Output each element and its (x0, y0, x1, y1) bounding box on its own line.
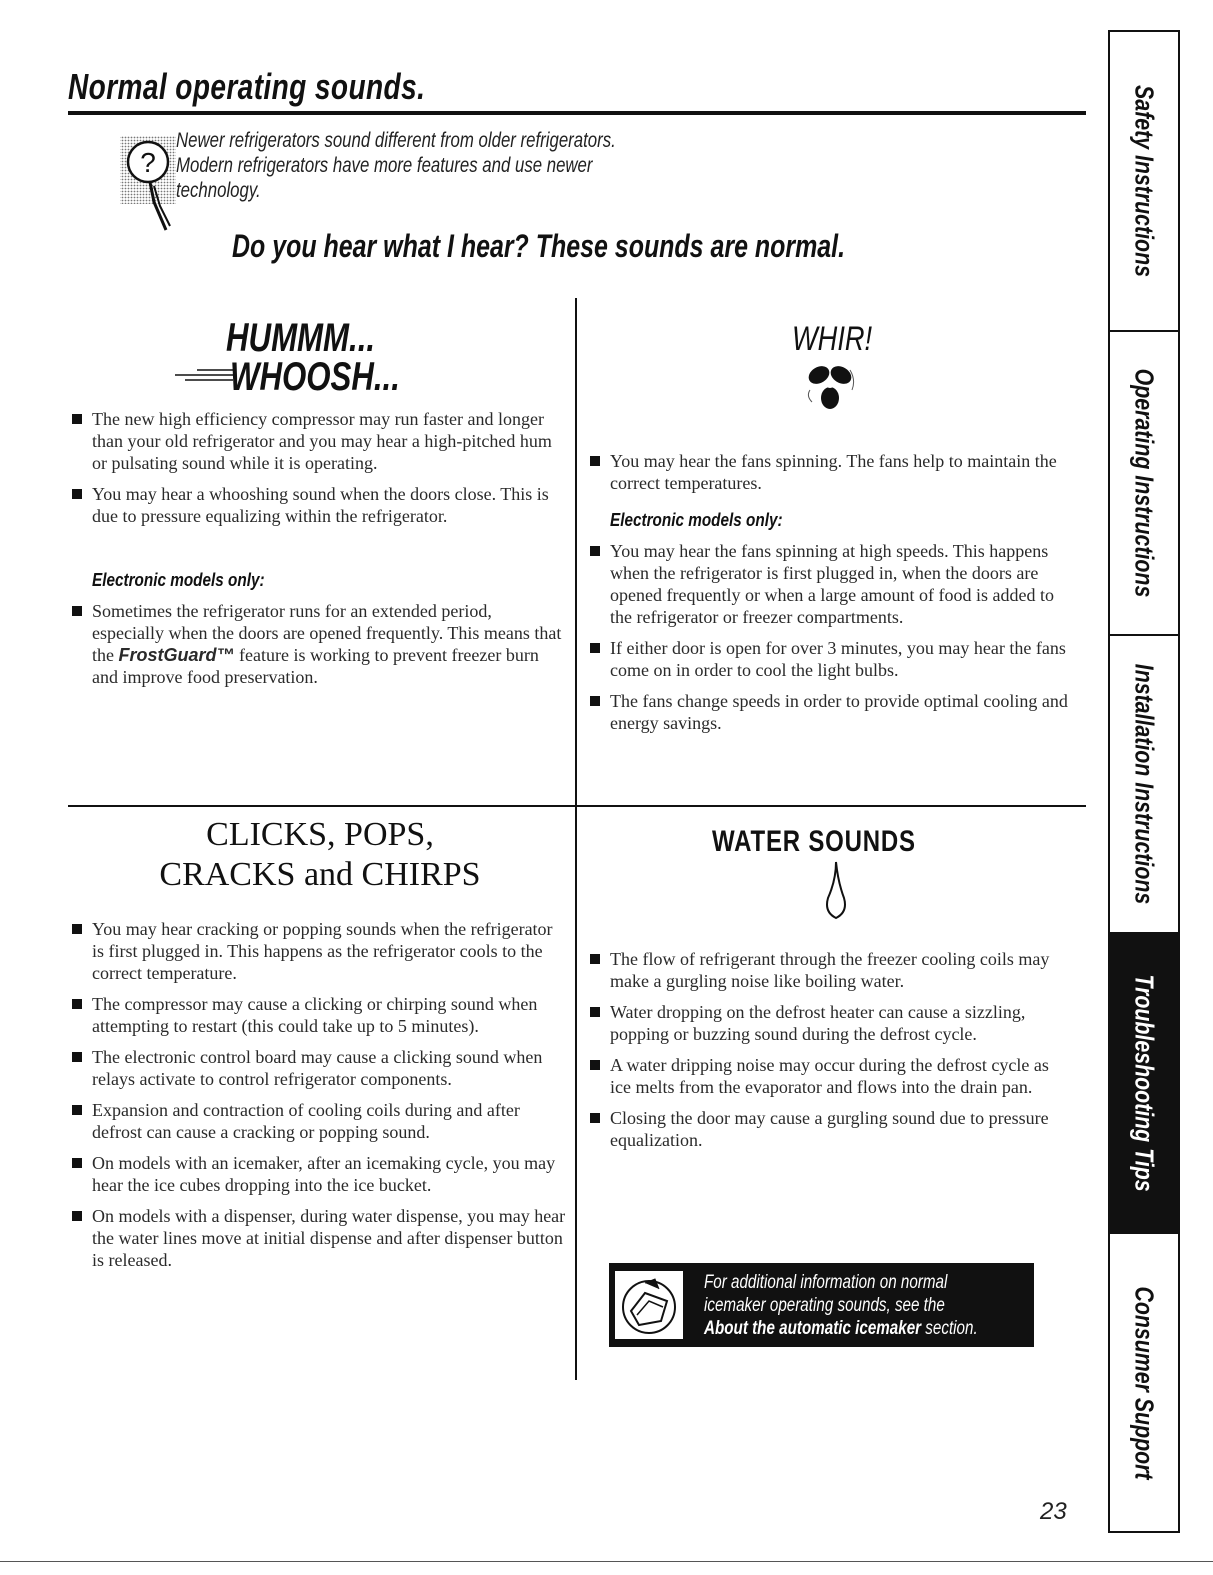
list-item: If either door is open for over 3 minutes, you may hear the fans come on in order to cool the light bulbs. (590, 637, 1070, 681)
tab-label: Troubleshooting Tips (1129, 974, 1160, 1192)
water-heading: WATER SOUNDS (712, 825, 916, 858)
tab-label: Installation Instructions (1129, 663, 1160, 905)
list-item: The new high efficiency compressor may run faster and longer than your old refrigerator and you may hear a high-pitched hum or pulsating sound while it is operating. (72, 408, 567, 474)
tab-installation-instructions[interactable] (1110, 636, 1178, 932)
clicks-heading (100, 815, 540, 895)
whir-electronic (590, 508, 1070, 743)
whir-heading: WHIR! (792, 320, 873, 358)
intro-line: technology. (176, 179, 261, 202)
list-item (72, 600, 567, 688)
list-item: On models with a dispenser, during water dispense, you may hear the water lines move at initial dispense and after dispenser button is released. (72, 1205, 567, 1271)
svg-text:?: ? (140, 147, 156, 178)
info-line-rest: section. (921, 1318, 978, 1339)
tab-label: Safety Instructions (1129, 85, 1160, 277)
item-text: Sometimes the refrigerator runs for an extended period, especially when the doors are opened frequently. This means that the (92, 601, 562, 665)
list-item: A water dripping noise may occur during the defrost cycle as ice melts from the evaporator and flows into the drain pan. (590, 1054, 1060, 1098)
list-item: Closing the door may cause a gurgling sound due to pressure equalization. (590, 1107, 1060, 1151)
list-item: The flow of refrigerant through the freezer cooling coils may make a gurgling noise like boiling water. (590, 948, 1060, 992)
list-item: You may hear a whooshing sound when the doors close. This is due to pressure equalizing within the refrigerator. (72, 483, 567, 527)
clicks-heading-line2: CRACKS and CHIRPS (159, 856, 481, 893)
info-line: For additional information on normal (704, 1272, 948, 1293)
tab-safety-instructions[interactable] (1110, 32, 1178, 330)
electronic-models-label: Electronic models only: (92, 570, 265, 590)
list-item: You may hear cracking or popping sounds when the refrigerator is first plugged in. This happens as the refrigerator cools to the correct temperature. (72, 918, 567, 984)
info-line: icemaker operating sounds, see the (704, 1295, 945, 1316)
item-text: feature is working to prevent freezer burn and improve food preservation. (92, 645, 539, 687)
water-list (590, 948, 1060, 1160)
question-heading: Do you hear what I hear? These sounds are normal. (232, 228, 846, 264)
hummm-electronic (72, 568, 567, 697)
electronic-models-label: Electronic models only: (610, 510, 783, 530)
water-drop-icon (824, 860, 852, 922)
hummm-heading: HUMMM... (226, 316, 376, 360)
column-divider (575, 298, 577, 1380)
icemaker-icon (615, 1271, 683, 1339)
hummm-electronic-list (72, 600, 567, 688)
frostguard-brand: FrostGuard™ (118, 645, 235, 665)
list-item: You may hear the fans spinning at high speeds. This happens when the refrigerator is first plugged in, when the doors are opened frequently or when a large amount of food is added to the refrigerator or freezer compartments. (590, 540, 1070, 628)
list-item: The compressor may cause a clicking or chirping sound when attempting to restart (this could take up to 5 minutes). (72, 993, 567, 1037)
tab-label: Consumer Support (1129, 1285, 1160, 1480)
intro-line: Modern refrigerators have more features and use newer (176, 154, 593, 177)
title-rule (68, 111, 1086, 115)
page-title: Normal operating sounds. (68, 66, 426, 107)
list-item: The fans change speeds in order to provide optimal cooling and energy savings. (590, 690, 1070, 734)
whoosh-lines-icon (175, 368, 235, 382)
icemaker-section-link[interactable]: About the automatic icemaker (704, 1318, 922, 1339)
info-line (704, 1317, 978, 1340)
tab-operating-instructions[interactable] (1110, 332, 1178, 634)
page-number: 23 (1040, 1498, 1067, 1525)
clicks-list (72, 918, 567, 1280)
info-text (704, 1271, 978, 1340)
hummm-list (72, 408, 567, 536)
whir-electronic-list (590, 540, 1070, 734)
intro-text (176, 128, 616, 203)
whir-list (590, 450, 1070, 503)
tab-label: Operating Instructions (1129, 368, 1160, 598)
list-item: Water dropping on the defrost heater can cause a sizzling, popping or buzzing sound during the defrost cycle. (590, 1001, 1060, 1045)
tab-consumer-support[interactable] (1110, 1234, 1178, 1531)
bottom-rule (0, 1561, 1213, 1562)
fan-icon (800, 355, 862, 413)
list-item: On models with an icemaker, after an icemaking cycle, you may hear the ice cubes dropping into the ice bucket. (72, 1152, 567, 1196)
clicks-heading-line1: CLICKS, POPS, (206, 816, 434, 853)
intro-line: Newer refrigerators sound different from older refrigerators. (176, 129, 616, 152)
list-item: The electronic control board may cause a clicking sound when relays activate to control refrigerator components. (72, 1046, 567, 1090)
row-divider (68, 805, 1086, 807)
tab-troubleshooting-tips[interactable] (1110, 932, 1178, 1234)
icemaker-info-box (609, 1263, 1034, 1347)
list-item: You may hear the fans spinning. The fans help to maintain the correct temperatures. (590, 450, 1070, 494)
section-tabs (1108, 30, 1180, 1533)
list-item: Expansion and contraction of cooling coils during and after defrost can cause a cracking or popping sound. (72, 1099, 567, 1143)
whoosh-heading: WHOOSH... (230, 355, 400, 399)
